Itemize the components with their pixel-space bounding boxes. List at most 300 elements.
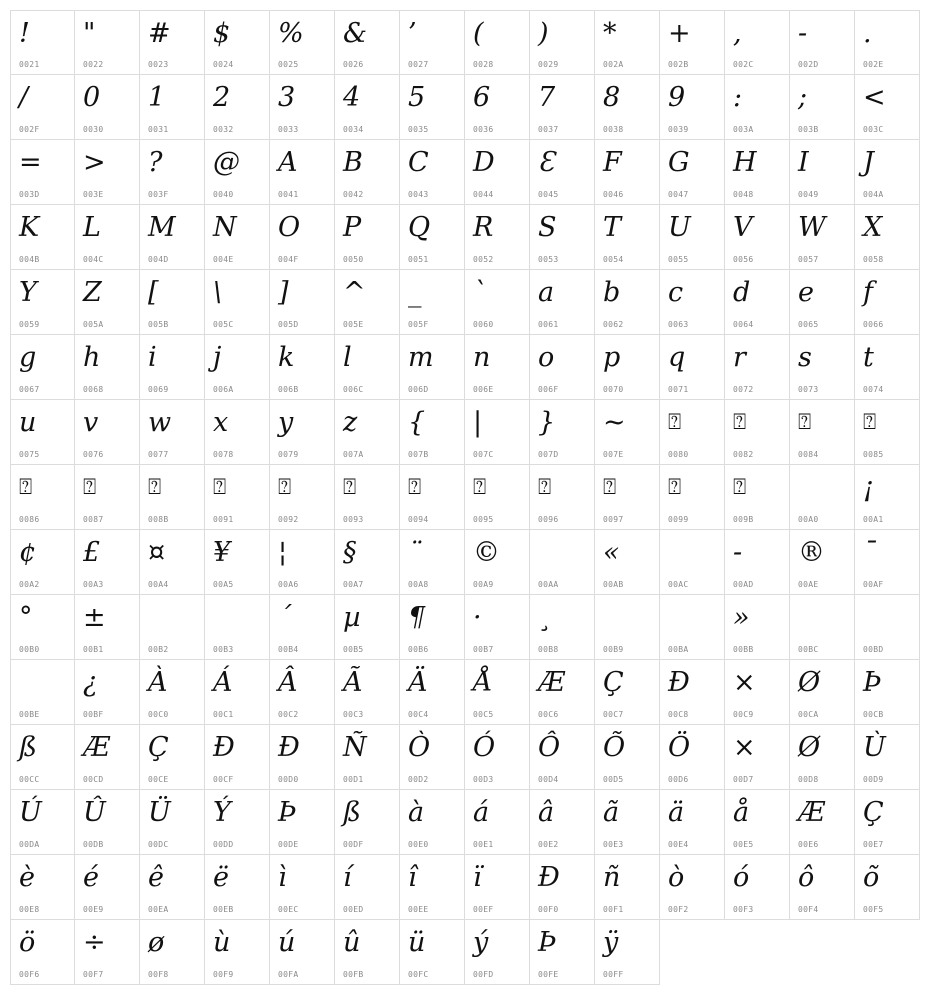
glyph-sample: Â <box>278 667 298 698</box>
glyph-cell <box>270 660 335 725</box>
glyph-cell <box>725 335 790 400</box>
glyph-sample: ; <box>798 82 808 113</box>
glyph-sample: Ý <box>213 797 231 828</box>
codepoint-label: 00DD <box>213 840 234 849</box>
glyph-cell <box>595 75 660 140</box>
codepoint-label: 00FD <box>473 970 494 979</box>
glyph-cell <box>465 335 530 400</box>
glyph-sample: 0 <box>83 82 101 113</box>
glyph-cell <box>270 465 335 530</box>
glyph-sample: « <box>603 537 620 568</box>
glyph-sample: N <box>213 212 237 243</box>
glyph-cell <box>855 335 920 400</box>
glyph-sample: K <box>19 212 40 243</box>
glyph-sample: Å <box>473 667 493 698</box>
glyph-sample: Ó <box>473 732 496 763</box>
codepoint-label: 0062 <box>603 320 624 329</box>
glyph-sample: ý <box>473 927 489 958</box>
codepoint-label: 0076 <box>83 450 104 459</box>
codepoint-label: 0074 <box>863 385 884 394</box>
glyph-sample: r <box>733 342 746 373</box>
glyph-sample: ^ <box>343 277 366 308</box>
glyph-cell <box>335 400 400 465</box>
glyph-sample: ’ <box>408 18 417 49</box>
glyph-cell <box>140 920 205 985</box>
glyph-sample: ® <box>798 537 825 568</box>
missing-glyph-icon: ⍰ <box>19 475 33 500</box>
glyph-sample: 7 <box>538 82 556 113</box>
codepoint-label: 006A <box>213 385 234 394</box>
codepoint-label: 00AF <box>863 580 884 589</box>
glyph-cell <box>400 725 465 790</box>
codepoint-label: 009B <box>733 515 754 524</box>
glyph-cell <box>75 10 140 75</box>
glyph-cell <box>205 10 270 75</box>
codepoint-label: 0045 <box>538 190 559 199</box>
glyph-sample: - <box>733 537 743 568</box>
glyph-cell <box>530 660 595 725</box>
glyph-cell <box>855 855 920 920</box>
codepoint-label: 006B <box>278 385 299 394</box>
codepoint-label: 00AE <box>798 580 819 589</box>
codepoint-label: 0028 <box>473 60 494 69</box>
glyph-cell <box>595 10 660 75</box>
codepoint-label: 00BE <box>19 710 40 719</box>
codepoint-label: 00BA <box>668 645 689 654</box>
codepoint-label: 00B9 <box>603 645 624 654</box>
codepoint-label: 004C <box>83 255 104 264</box>
glyph-sample: ì <box>278 862 287 893</box>
glyph-sample: ` <box>473 277 487 308</box>
glyph-cell <box>10 140 75 205</box>
glyph-cell <box>595 140 660 205</box>
glyph-sample: Þ <box>538 927 557 958</box>
glyph-cell <box>335 595 400 660</box>
glyph-cell <box>595 595 660 660</box>
glyph-cell <box>10 725 75 790</box>
glyph-cell <box>725 660 790 725</box>
glyph-sample: ) <box>538 18 549 49</box>
glyph-cell <box>595 920 660 985</box>
codepoint-label: 00D9 <box>863 775 884 784</box>
glyph-sample: { <box>408 407 426 438</box>
glyph-sample: j <box>213 342 222 373</box>
codepoint-label: 0056 <box>733 255 754 264</box>
codepoint-label: 0068 <box>83 385 104 394</box>
glyph-sample: Ò <box>408 732 431 763</box>
codepoint-label: 007B <box>408 450 429 459</box>
codepoint-label: 0072 <box>733 385 754 394</box>
glyph-sample: - <box>798 18 808 49</box>
glyph-cell <box>855 400 920 465</box>
glyph-sample: Þ <box>278 797 297 828</box>
missing-glyph-icon: ⍰ <box>213 475 227 500</box>
codepoint-label: 005B <box>148 320 169 329</box>
glyph-cell <box>75 270 140 335</box>
codepoint-label: 00EB <box>213 905 234 914</box>
glyph-sample: m <box>408 342 434 373</box>
codepoint-label: 0079 <box>278 450 299 459</box>
codepoint-label: 00B2 <box>148 645 169 654</box>
glyph-sample: 1 <box>148 82 166 113</box>
missing-glyph-icon: ⍰ <box>83 475 97 500</box>
glyph-sample: ¿ <box>83 667 98 698</box>
glyph-cell <box>400 660 465 725</box>
codepoint-label: 007E <box>603 450 624 459</box>
glyph-cell <box>205 270 270 335</box>
codepoint-label: 0042 <box>343 190 364 199</box>
glyph-sample: × <box>733 732 756 763</box>
glyph-cell <box>855 205 920 270</box>
glyph-cell <box>725 530 790 595</box>
codepoint-label: 00BF <box>83 710 104 719</box>
glyph-cell <box>530 530 595 595</box>
glyph-cell <box>335 270 400 335</box>
glyph-cell <box>335 205 400 270</box>
glyph-cell <box>530 205 595 270</box>
codepoint-label: 00B4 <box>278 645 299 654</box>
codepoint-label: 00A6 <box>278 580 299 589</box>
glyph-cell <box>75 400 140 465</box>
glyph-cell <box>790 75 855 140</box>
codepoint-label: 006D <box>408 385 429 394</box>
glyph-cell <box>140 465 205 530</box>
glyph-sample: q <box>668 342 686 373</box>
glyph-sample: ÷ <box>83 927 106 958</box>
glyph-cell <box>465 140 530 205</box>
glyph-sample: u <box>19 407 37 438</box>
codepoint-label: 00ED <box>343 905 364 914</box>
glyph-cell <box>660 205 725 270</box>
glyph-sample: å <box>733 797 750 828</box>
glyph-sample: J <box>863 147 874 178</box>
codepoint-label: 0099 <box>668 515 689 524</box>
glyph-cell <box>790 855 855 920</box>
codepoint-label: 0096 <box>538 515 559 524</box>
codepoint-label: 0066 <box>863 320 884 329</box>
glyph-cell <box>10 595 75 660</box>
glyph-sample: g <box>19 342 37 373</box>
glyph-sample: ´ <box>278 602 292 633</box>
glyph-cell <box>10 270 75 335</box>
codepoint-label: 00E7 <box>863 840 884 849</box>
glyph-cell <box>140 10 205 75</box>
glyph-sample: ï <box>473 862 482 893</box>
glyph-cell <box>75 75 140 140</box>
glyph-sample: = <box>19 147 42 178</box>
glyph-cell <box>465 595 530 660</box>
codepoint-label: 00C1 <box>213 710 234 719</box>
glyph-sample: ~ <box>603 407 626 438</box>
glyph-cell <box>10 660 75 725</box>
codepoint-label: 00CA <box>798 710 819 719</box>
glyph-cell <box>270 140 335 205</box>
glyph-cell <box>855 660 920 725</box>
glyph-sample: à <box>408 797 425 828</box>
glyph-cell <box>205 595 270 660</box>
glyph-sample: ± <box>83 602 106 633</box>
codepoint-label: 00DE <box>278 840 299 849</box>
glyph-sample: d <box>733 277 751 308</box>
glyph-cell <box>270 335 335 400</box>
glyph-cell <box>530 10 595 75</box>
glyph-sample: ó <box>733 862 750 893</box>
glyph-cell <box>10 10 75 75</box>
glyph-sample: · <box>473 602 482 633</box>
glyph-sample: © <box>473 537 500 568</box>
glyph-cell <box>400 205 465 270</box>
glyph-cell <box>595 335 660 400</box>
glyph-sample: 4 <box>343 82 361 113</box>
glyph-cell <box>660 660 725 725</box>
codepoint-label: 0031 <box>148 125 169 134</box>
glyph-cell <box>10 335 75 400</box>
glyph-cell <box>75 790 140 855</box>
codepoint-label: 00B5 <box>343 645 364 654</box>
glyph-cell <box>595 205 660 270</box>
codepoint-label: 007D <box>538 450 559 459</box>
codepoint-label: 006F <box>538 385 559 394</box>
glyph-sample: Æ <box>83 732 111 763</box>
codepoint-label: 003D <box>19 190 40 199</box>
glyph-sample: Đ <box>668 667 690 698</box>
glyph-cell <box>270 855 335 920</box>
glyph-sample: 6 <box>473 82 491 113</box>
glyph-cell <box>140 205 205 270</box>
glyph-sample: C <box>408 147 429 178</box>
glyph-sample: û <box>343 927 361 958</box>
codepoint-label: 00AD <box>733 580 754 589</box>
codepoint-label: 0030 <box>83 125 104 134</box>
codepoint-label: 005F <box>408 320 429 329</box>
glyph-sample: Ø <box>798 732 821 763</box>
glyph-sample: A <box>278 147 298 178</box>
glyph-cell <box>400 335 465 400</box>
codepoint-label: 0054 <box>603 255 624 264</box>
codepoint-label: 00A0 <box>798 515 819 524</box>
glyph-cell <box>75 140 140 205</box>
glyph-cell <box>465 10 530 75</box>
glyph-sample: 5 <box>408 82 426 113</box>
glyph-cell <box>335 140 400 205</box>
codepoint-label: 0029 <box>538 60 559 69</box>
glyph-cell <box>725 595 790 660</box>
codepoint-label: 0060 <box>473 320 494 329</box>
glyph-sample: ß <box>343 797 362 828</box>
codepoint-label: 0023 <box>148 60 169 69</box>
glyph-sample: Û <box>83 797 106 828</box>
glyph-cell <box>725 790 790 855</box>
glyph-sample: k <box>278 342 295 373</box>
glyph-cell <box>660 595 725 660</box>
codepoint-label: 007C <box>473 450 494 459</box>
glyph-sample: 8 <box>603 82 621 113</box>
codepoint-label: 0040 <box>213 190 234 199</box>
codepoint-label: 0024 <box>213 60 234 69</box>
glyph-cell <box>465 400 530 465</box>
glyph-sample: % <box>278 18 304 49</box>
glyph-cell <box>595 725 660 790</box>
glyph-cell <box>400 75 465 140</box>
glyph-cell <box>595 660 660 725</box>
glyph-cell <box>660 790 725 855</box>
glyph-sample: ¦ <box>278 537 288 568</box>
glyph-cell <box>400 595 465 660</box>
glyph-cell <box>400 10 465 75</box>
glyph-cell <box>530 595 595 660</box>
codepoint-label: 00C2 <box>278 710 299 719</box>
glyph-sample: Æ <box>538 667 566 698</box>
glyph-cell <box>205 790 270 855</box>
codepoint-label: 0069 <box>148 385 169 394</box>
glyph-sample: _ <box>408 277 422 308</box>
glyph-cell <box>205 75 270 140</box>
glyph-sample: Ô <box>538 732 561 763</box>
glyph-sample: s <box>798 342 812 373</box>
glyph-cell <box>335 790 400 855</box>
glyph-sample: 9 <box>668 82 686 113</box>
codepoint-label: 00C9 <box>733 710 754 719</box>
glyph-cell <box>140 855 205 920</box>
glyph-sample: ö <box>19 927 36 958</box>
glyph-cell <box>790 400 855 465</box>
glyph-cell <box>725 205 790 270</box>
glyph-cell <box>400 790 465 855</box>
glyph-cell <box>530 790 595 855</box>
codepoint-label: 00E6 <box>798 840 819 849</box>
codepoint-label: 00A4 <box>148 580 169 589</box>
codepoint-label: 0093 <box>343 515 364 524</box>
glyph-sample: ? <box>148 147 163 178</box>
glyph-cell <box>855 790 920 855</box>
codepoint-label: 00F3 <box>733 905 754 914</box>
glyph-cell <box>725 465 790 530</box>
glyph-sample: z <box>343 407 358 438</box>
glyph-sample: o <box>538 342 555 373</box>
codepoint-label: 002C <box>733 60 754 69</box>
glyph-sample: ñ <box>603 862 621 893</box>
codepoint-label: 00E4 <box>668 840 689 849</box>
glyph-sample: í <box>343 862 352 893</box>
codepoint-label: 0058 <box>863 255 884 264</box>
codepoint-label: 00B6 <box>408 645 429 654</box>
codepoint-label: 0087 <box>83 515 104 524</box>
glyph-sample: " <box>83 18 96 49</box>
missing-glyph-icon: ⍰ <box>863 410 877 435</box>
codepoint-label: 002A <box>603 60 624 69</box>
codepoint-label: 00E5 <box>733 840 754 849</box>
glyph-cell <box>270 920 335 985</box>
codepoint-label: 0064 <box>733 320 754 329</box>
glyph-sample: ¢ <box>19 537 37 568</box>
glyph-cell <box>530 270 595 335</box>
glyph-cell <box>725 725 790 790</box>
glyph-sample: ! <box>19 18 30 49</box>
glyph-sample: Ø <box>798 667 821 698</box>
glyph-sample: é <box>83 862 99 893</box>
glyph-sample: ä <box>668 797 685 828</box>
codepoint-label: 00AA <box>538 580 559 589</box>
glyph-sample: Ã <box>343 667 363 698</box>
glyph-cell <box>75 595 140 660</box>
codepoint-label: 003F <box>148 190 169 199</box>
glyph-sample: ¶ <box>408 602 426 633</box>
glyph-cell <box>660 400 725 465</box>
glyph-cell <box>660 530 725 595</box>
glyph-cell <box>400 270 465 335</box>
glyph-sample: ¡ <box>863 472 874 503</box>
codepoint-label: 00C5 <box>473 710 494 719</box>
glyph-cell <box>75 530 140 595</box>
codepoint-label: 00F5 <box>863 905 884 914</box>
missing-glyph-icon: ⍰ <box>668 475 682 500</box>
codepoint-label: 00DC <box>148 840 169 849</box>
codepoint-label: 00D0 <box>278 775 299 784</box>
glyph-cell <box>530 725 595 790</box>
glyph-cell <box>465 465 530 530</box>
glyph-sample: y <box>278 407 294 438</box>
glyph-cell <box>140 725 205 790</box>
glyph-sample: ã <box>603 797 620 828</box>
glyph-cell <box>790 465 855 530</box>
glyph-sample: ü <box>408 927 426 958</box>
glyph-cell <box>140 140 205 205</box>
codepoint-label: 00EF <box>473 905 494 914</box>
codepoint-label: 0077 <box>148 450 169 459</box>
glyph-cell <box>335 465 400 530</box>
glyph-sample: Y <box>19 277 37 308</box>
glyph-cell <box>660 335 725 400</box>
glyph-cell <box>660 270 725 335</box>
codepoint-label: 005C <box>213 320 234 329</box>
glyph-cell <box>530 855 595 920</box>
glyph-sample: R <box>473 212 494 243</box>
glyph-sample: X <box>863 212 883 243</box>
codepoint-label: 005E <box>343 320 364 329</box>
glyph-sample: ù <box>213 927 231 958</box>
glyph-sample: w <box>148 407 172 438</box>
glyph-sample: W <box>798 212 826 243</box>
codepoint-label: 00C7 <box>603 710 624 719</box>
glyph-cell <box>140 660 205 725</box>
glyph-cell <box>595 855 660 920</box>
codepoint-label: 0051 <box>408 255 429 264</box>
codepoint-label: 0092 <box>278 515 299 524</box>
codepoint-label: 00E2 <box>538 840 559 849</box>
glyph-sample: * <box>603 18 617 49</box>
glyph-cell <box>790 140 855 205</box>
glyph-sample: a <box>538 277 555 308</box>
codepoint-label: 0044 <box>473 190 494 199</box>
glyph-sample: ë <box>213 862 229 893</box>
glyph-sample: b <box>603 277 621 308</box>
glyph-sample: ú <box>278 927 296 958</box>
glyph-grid <box>10 10 920 985</box>
codepoint-label: 00E3 <box>603 840 624 849</box>
codepoint-label: 00B3 <box>213 645 234 654</box>
glyph-cell <box>725 855 790 920</box>
codepoint-label: 00E1 <box>473 840 494 849</box>
glyph-cell <box>660 855 725 920</box>
glyph-sample: p <box>603 342 621 373</box>
glyph-cell <box>270 75 335 140</box>
codepoint-label: 003B <box>798 125 819 134</box>
glyph-sample: á <box>473 797 490 828</box>
codepoint-label: 0038 <box>603 125 624 134</box>
glyph-cell <box>10 855 75 920</box>
codepoint-label: 0053 <box>538 255 559 264</box>
glyph-cell <box>465 205 530 270</box>
